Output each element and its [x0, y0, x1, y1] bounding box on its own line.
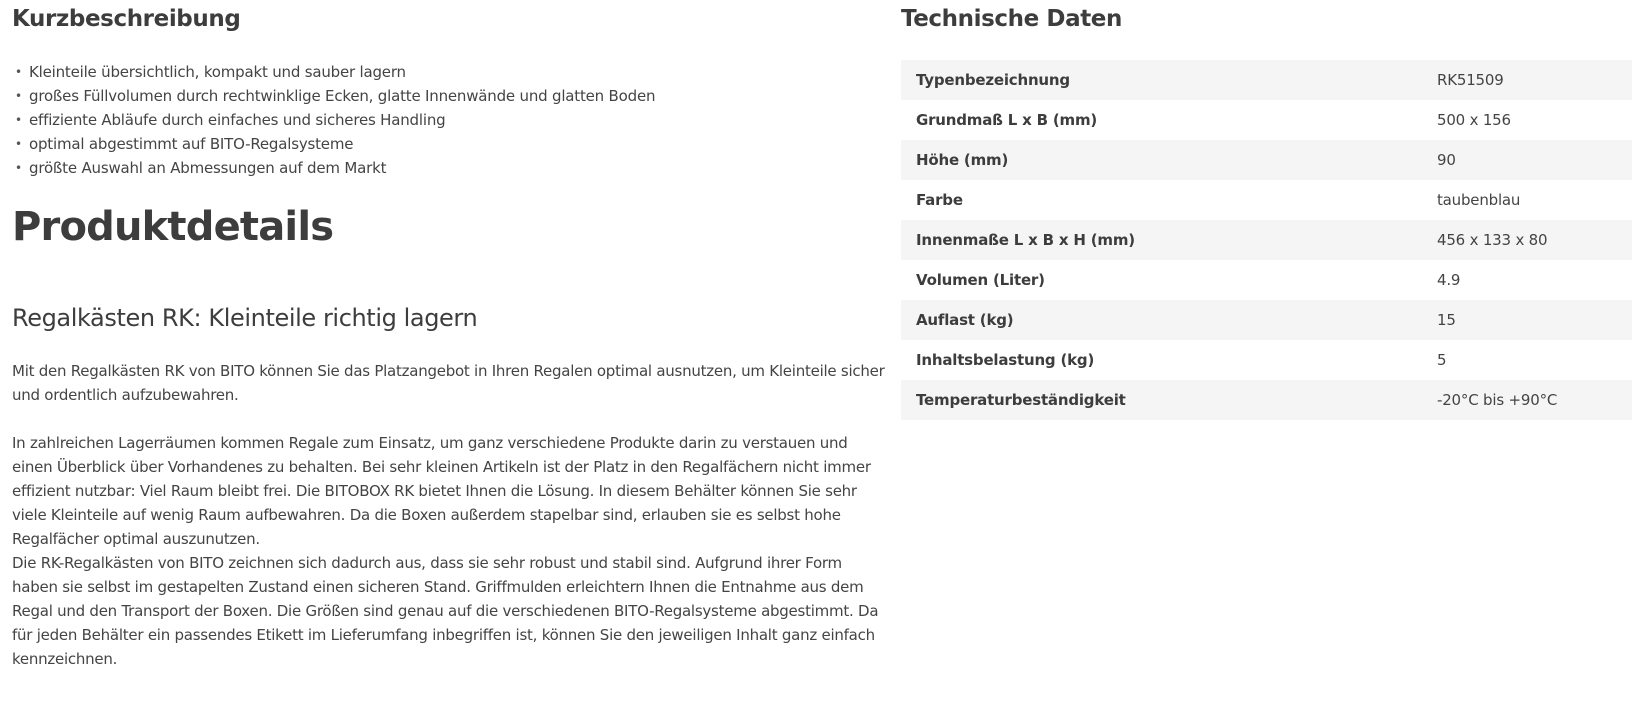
table-row — [901, 380, 1632, 420]
spec-value: 456 x 133 x 80 — [1422, 220, 1632, 260]
spec-label: Temperaturbeständigkeit — [901, 380, 1422, 420]
description-paragraph: Mit den Regalkästen RK von BITO können Sie das Platzangebot in Ihren Regalen optimal ausnutzen, um Kleinteile sicher und ordentlich aufzubewahren. — [12, 362, 885, 404]
feature-text: größte Auswahl an Abmessungen auf dem Markt — [29, 159, 387, 177]
bullet-icon: • — [15, 137, 22, 151]
feature-item — [12, 132, 655, 156]
feature-text: großes Füllvolumen durch rechtwinklige Ecken, glatte Innenwände und glatten Boden — [29, 87, 656, 105]
spec-value: taubenblau — [1422, 180, 1632, 220]
product-details-subtitle: Regalkästen RK: Kleinteile richtig lagern — [12, 304, 478, 332]
spec-value: 4.9 — [1422, 260, 1632, 300]
feature-item — [12, 156, 655, 180]
product-details-title: Produktdetails — [12, 204, 334, 250]
bullet-icon: • — [15, 113, 22, 127]
table-row — [901, 60, 1632, 100]
spec-label: Höhe (mm) — [901, 140, 1422, 180]
feature-list — [12, 60, 655, 180]
bullet-icon: • — [15, 161, 22, 175]
spec-value: 15 — [1422, 300, 1632, 340]
description-paragraph: Die RK-Regalkästen von BITO zeichnen sich dadurch aus, dass sie sehr robust und stabil sind. Aufgrund ihrer Form haben sie selbst im gestapelten Zustand einen sicheren Stand. Griffmulden erleichtern Ihnen die Entnahme aus dem Regal und den Transport der Boxen. Die Größen sind genau auf die verschiedenen BITO-Regalsysteme abgestimmt. Da für jeden Behälter ein passendes Etikett im Lieferumfang inbegriffen ist, können Sie den jeweiligen Inhalt ganz einfach kennzeichnen. — [12, 554, 879, 668]
feature-item — [12, 84, 655, 108]
spec-value: 5 — [1422, 340, 1632, 380]
spec-label: Innenmaße L x B x H (mm) — [901, 220, 1422, 260]
description-paragraph: In zahlreichen Lagerräumen kommen Regale zum Einsatz, um ganz verschiedene Produkte darin zu verstauen und einen Überblick über Vorhandenes zu behalten. Bei sehr kleinen Artikeln ist der Platz in den Regalfächern nicht immer effizient nutzbar: Viel Raum bleibt frei. Die BITOBOX RK bietet Ihnen die Lösung. In diesem Behälter können Sie sehr viele Kleinteile auf wenig Raum aufbewahren. Da die Boxen außerdem stapelbar sind, erlauben sie es selbst hohe Regalfächer optimal auszunutzen. — [12, 434, 871, 548]
spec-label: Grundmaß L x B (mm) — [901, 100, 1422, 140]
table-row — [901, 140, 1632, 180]
short-description-heading: Kurzbeschreibung — [12, 6, 241, 32]
feature-text: effiziente Abläufe durch einfaches und sicheres Handling — [29, 111, 446, 129]
spec-label: Typenbezeichnung — [901, 60, 1422, 100]
spec-label: Auflast (kg) — [901, 300, 1422, 340]
spec-value: 90 — [1422, 140, 1632, 180]
table-row — [901, 220, 1632, 260]
feature-item — [12, 60, 655, 84]
feature-text: optimal abgestimmt auf BITO-Regalsysteme — [29, 135, 354, 153]
spec-value: RK51509 — [1422, 60, 1632, 100]
table-row — [901, 300, 1632, 340]
feature-text: Kleinteile übersichtlich, kompakt und sauber lagern — [29, 63, 406, 81]
specs-table — [901, 60, 1632, 420]
spec-label: Volumen (Liter) — [901, 260, 1422, 300]
spec-label: Farbe — [901, 180, 1422, 220]
spec-value: 500 x 156 — [1422, 100, 1632, 140]
table-row — [901, 340, 1632, 380]
feature-item — [12, 108, 655, 132]
table-row — [901, 100, 1632, 140]
spec-label: Inhaltsbelastung (kg) — [901, 340, 1422, 380]
technical-data-heading: Technische Daten — [901, 6, 1122, 32]
spec-value: -20°C bis +90°C — [1422, 380, 1632, 420]
table-row — [901, 260, 1632, 300]
bullet-icon: • — [15, 65, 22, 79]
bullet-icon: • — [15, 89, 22, 103]
table-row — [901, 180, 1632, 220]
